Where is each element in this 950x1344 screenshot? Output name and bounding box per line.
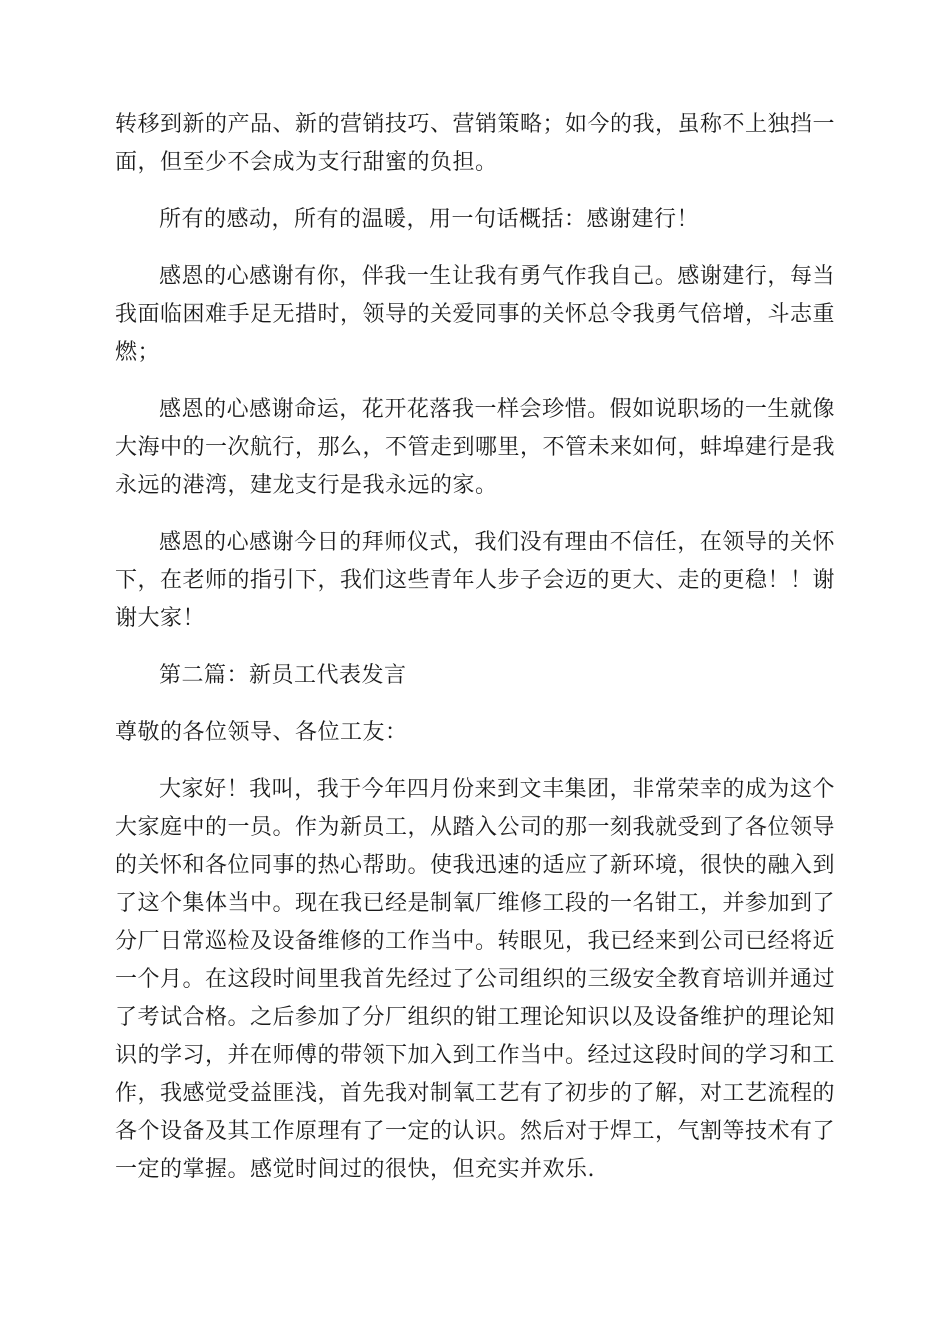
document-body: [115, 106, 835, 1189]
paragraph-continuation: 转移到新的产品、新的营销技巧、营销策略；如今的我，虽称不上独挡一面，但至少不会成为支行甜蜜的负担。: [115, 112, 836, 175]
paragraph-speech-body: 大家好！我叫，我于今年四月份来到文丰集团，非常荣幸的成为这个大家庭中的一员。作为新员工，从踏入公司的那一刻我就受到了各位领导的关怀和各位同事的热心帮助。使我迅速的适应了新环境，很快的融入到了这个集体当中。现在我已经是制氧厂维修工段的一名钳工，并参加到了分厂日常巡检及设备维修的工作当中。转眼见，我已经来到公司已经将近一个月。在这段时间里我首先经过了公司组织的三级安全教育培训并通过了考试合格。之后参加了分厂组织的钳工理论知识以及设备维护的理论知识的学习，并在师傅的带领下加入到工作当中。经过这段时间的学习和工作，我感觉受益匪浅，首先我对制氧工艺有了初步的了解，对工艺流程的各个设备及其工作原理有了一定的认识。然后对于焊工，气割等技术有了一定的掌握。感觉时间过的很快，但充实并欢乐.: [115, 777, 836, 1182]
paragraph-thanks-summary: 所有的感动，所有的温暖，用一句话概括：感谢建行！: [159, 207, 700, 232]
paragraph-grateful-ceremony: 感恩的心感谢今日的拜师仪式，我们没有理由不信任，在领导的关怀下，在老师的指引下，我们这些青年人步子会迈的更大、走的更稳！！谢谢大家！: [115, 530, 836, 631]
paragraph-grateful-fate: 感恩的心感谢命运，花开花落我一样会珍惜。假如说职场的一生就像大海中的一次航行，那么，不管走到哪里，不管未来如何，蚌埠建行是我永远的港湾，建龙支行是我永远的家。: [115, 397, 836, 498]
salutation: 尊敬的各位领导、各位工友：: [115, 720, 408, 745]
paragraph-grateful-you: 感恩的心感谢有你，伴我一生让我有勇气作我自己。感谢建行，每当我面临困难手足无措时，领导的关爱同事的关怀总令我勇气倍增，斗志重燃；: [115, 264, 836, 365]
section-heading: 第二篇：新员工代表发言: [159, 663, 407, 688]
